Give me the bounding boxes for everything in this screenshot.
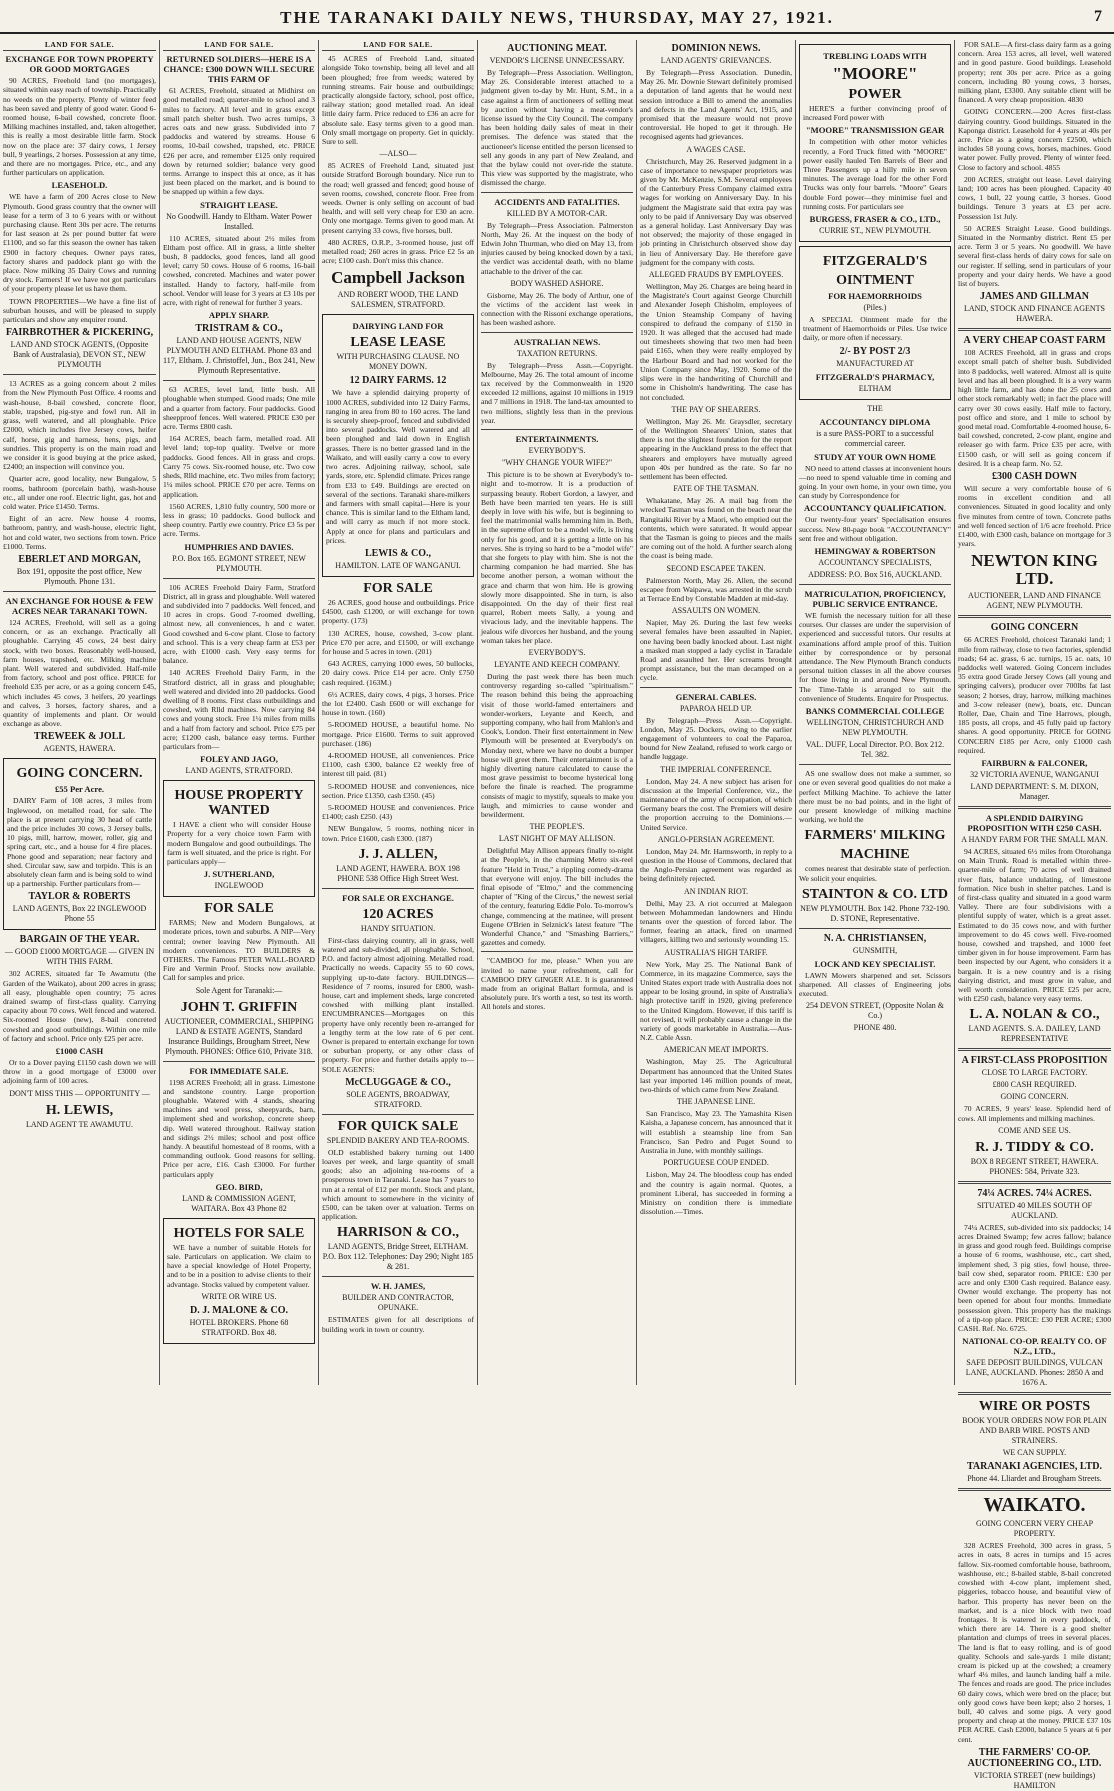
divider <box>322 888 474 889</box>
divider <box>481 429 633 430</box>
ad-subheading: CLOSE TO LARGE FACTORY. <box>981 1068 1088 1078</box>
news-text: By Telegraph—Press Assn.—Copyright. Melbourne, May 26. The total amount of income tax received by the Commonwealth in 1920 exceeded 12 millions, against 10 millions in 1919 and 7 millions in 1918. The land-tax amounted to two millions, slightly less than in the previous year. <box>481 360 633 425</box>
ad-text: 480 ACRES, O.R.P., 3-roomed house, just off metalled road; 260 acres in grass. Price £2 5s an acre; £100 cash. Don't miss this chance. <box>322 237 474 266</box>
divider <box>958 615 1111 618</box>
divider <box>481 192 633 193</box>
news-text: Delightful May Allison appears finally to-night at the People's, in the charming Metro six-reel feature "Held in Trust," a rippling comedy-drama that everyone will enjoy. The bill includes the final episode of "Elmo," and the commencing chapter of "King of the Circus," the newest serial of the century, featuring Eddie Polo. To-morrow's change, commencing at the matinee, will present Eugene O'Brien in Selznick's latest feature "The Wonderful Chance," and "Smashing Barriers," gazettes and comedy. <box>481 846 633 948</box>
news-subheading: FATE OF THE TASMAN. <box>673 484 759 494</box>
news-text: "CAMBOO for me, please." When you are invited to name your refreshment, call for CAMBOO DRY GINGER ALE. It is guaranteed made from an original Ballart formula, and is absolutely pure. It's worth a test, so test its worth. All hotels and stores. <box>481 956 633 1012</box>
agent-name: GEO. BIRD, <box>215 1181 263 1192</box>
ad-heading: TREBLING LOADS WITH <box>823 51 927 61</box>
news-subheading: SECOND ESCAPEE TAKEN. <box>666 563 766 573</box>
divider <box>799 584 951 585</box>
ad-text: 106 ACRES Freehold Dairy Farm, Stratford District, all in grass and ploughable. Well watered and subdivided into 7 paddocks. Well fenced, and 10 acres in crops. Good 7-roomed dwelling, almost new, all conveniences, h and c water. Good cowshed and 6-cow plant. Close to factory and school. This is a very cheap farm at £53 per acre, with £1000 cash. Very easy terms for balance. <box>163 582 315 666</box>
divider <box>322 1114 474 1115</box>
ad-subheading: BOOK YOUR ORDERS NOW FOR PLAIN AND BARB WIRE. POSTS AND STRAINERS. <box>962 1416 1107 1446</box>
agent-address: VAL. DUFF, Local Director. P.O. Box 212. Tel. 382. <box>805 740 945 760</box>
ad-subheading: —ALSO— <box>379 149 417 159</box>
ad-subheading: £800 CASH REQUIRED. <box>992 1080 1077 1090</box>
news-subheading: EVERYBODY'S. <box>528 647 586 657</box>
agent-address: AGENTS, HAWERA. <box>43 744 116 754</box>
agent-name: L. A. NOLAN & CO., <box>969 1007 1100 1023</box>
divider <box>958 1488 1111 1491</box>
ad-text: First-class dairying country, all in grass, well watered and sub-divided, all ploughable. School, P.O. and factory almost adjoining. Metalled road. Practically no weeds. Capacity 55 to 60 cows, supplying up-to-date factory. BUILDINGS—Residence of 7 rooms, insured for £800, wash-house, cart and implement sheds, large concreted cowshed with milking plant installed. ENCUMBRANCES—Mortgages on this property have only recently been re-arranged for a lengthy term at the low rate of 6 per cent. Owner is prepared to entertain exchange for town or suburban property, or any other class of property. For price and further details apply to— SOLE AGENTS: <box>322 935 474 1074</box>
news-subheading: LAST NIGHT OF MAY ALLISON. <box>498 834 616 844</box>
ad-text: We have a splendid dairying property of 1000 ACRES, subdivided into 12 Dairy Farms, ranging in area from 80 to 160 acres. The land is securely sheep-proof, fenced and subdivided into several paddocks. Well watered and all been ploughed and laid down in English grasses. There is no better grassed land in the Waikato, and will easily carry a cow to every two acres. Adjoining railway, school, sale yards, store, etc. Splendid climate. Prices range from £33 to £49. Buildings are erected on several of the sections. Taranaki share-milkers and farmers with small capital—Here is your chance. This is similar land to the Eltham land, and will carry as much if not more stock. Apply at once for plans and particulars and prices. <box>326 388 470 545</box>
ad-box <box>3 758 156 930</box>
news-text: Napier, May 26. During the last few weeks several females have been assaulted in Napier, one having been badly knocked about. Last night a masked man stopped a lady cyclist in Taradale Road and assaulted her. Her screams brought prompt assistance, but the man decamped on a cycle. <box>640 618 792 683</box>
ad-text: 70 ACRES, 9 years' lease. Splendid herd of cows. All implements and milking machines. <box>958 1104 1111 1123</box>
ad-text: 26 ACRES, good house and outbuildings. Price £4500, cash £1200, or will exchange for town property. (173) <box>322 597 474 626</box>
ad-text: 108 ACRES Freehold, all in grass and crops except small patch of shelter bush. Subdivided into 8 paddocks, well watered. Almost all is quite level and has all been ploughed. It is a very warm high little farm, and has done the 25 cows and other stock remarkably well; in fact the place will carry over 30 cows easily. Half mile to factory, post office and store, and 1 mile to school by good metal road. Comfortable 4-roomed house, 6-bail cowshed, concreted, 2-cow plant, engine and releaser go with farm. Price £35 per acre, with £1500 cash, or will sell as going concern if desired. It is a cheap farm. No. 52. <box>958 348 1111 468</box>
agent-name: TAYLOR & ROBERTS <box>28 891 131 903</box>
agent-name: LEWIS & CO., <box>364 547 432 559</box>
ad-text: 85 ACRES of Freehold Land, situated just outside Stratford Borough boundary. Nice run to the road; well grassed and fenced; good house of seven rooms, cowshed, concrete floor. Free from weeds. Owner is only selling on account of bad health, and will sell very cheap for £30 an acre. Only one mortgage. Terms given to good man. At present carrying 33 cows, five horses, bull. <box>322 161 474 235</box>
news-subheading: A WAGES CASE. <box>686 144 746 154</box>
news-text: By Telegraph—Press Association. Wellington, May 26. Considerable interest attached to a judgment given to-day by Mr. Hunt, S.M., in a case against a firm of auctioneers of selling meat by auction without having a meat-vendor's license issued by the City Council. The company has been holding daily sales of meat in their premises. The defence was stated that the auctioneer's license entitled the person licensed to sell any goods in any part of New Zealand, and that the bylaw could not over-ride the statute. This view was supported by the magistrate, who dismissed the charge. <box>481 68 633 188</box>
agent-address: LAND AGENTS, STRATFORD. <box>185 766 293 776</box>
divider <box>481 332 633 333</box>
news-subheading: TAXATION RETURNS. <box>516 348 598 358</box>
news-heading: GENERAL CABLES. <box>675 691 757 702</box>
ad-text: 643 ACRES, carrying 1000 ewes, 50 bullocks, 20 dairy cows. Price £14 per acre. Only £750 cash required. (163M.) <box>322 659 474 687</box>
agent-name: TREWEEK & JOLL <box>33 731 126 743</box>
agent-address: LAND AGENTS, Box 22 INGLEWOOD Phone 55 <box>12 904 147 924</box>
ad-heading: 120 ACRES <box>362 906 434 922</box>
news-text: By Telegraph—Press Association. Palmerston North, May 26. At the inquest on the body of Edwin John Thurman, who died on May 13, from injuries caused by being knocked down by a taxi, the verdict was accidental death, with no blame attachable to the driver of the car. <box>481 220 633 276</box>
news-subheading: KILLED BY A MOTOR-CAR. <box>506 208 608 218</box>
agent-address: SAFE DEPOSIT BUILDINGS, VULCAN LANE, AUCKLAND. Phones: 2850 A and 1676 A. <box>965 1358 1104 1388</box>
agent-address: Box 191, opposite the post office, New Plymouth. Phone 131. <box>16 566 143 586</box>
agent-address: LAND, STOCK AND FINANCE AGENTS HAWERA. <box>964 304 1105 324</box>
ad-heading: ACCOUNTANCY QUALIFICATION. <box>803 503 947 514</box>
divider <box>163 578 315 579</box>
agent-address: P.O. Box 165. EGMONT STREET, NEW PLYMOUTH. <box>172 553 306 573</box>
agent-name: H. LEWIS, <box>45 1102 114 1118</box>
news-subheading: AUSTRALIA'S HIGH TARIFF. <box>664 947 768 957</box>
news-text: Wellington, May 26. Mr. Graysdler, secretary of the Wellington Shearers' Union, states that there is not the slightest foundation for the report appearing in the Auckland press to the effect that shearers and employers have mutually agreed upon 40s per hundred as the rate. So far no settlement has been effected. <box>640 416 792 481</box>
ad-text: FOR SALE—A first-class dairy farm as a going concern. Area 153 acres, all level, well watered and in good pasture. Good buildings. Leasehold property; rent 30s per acre. Price as a going concern, including 80 young cows, 3 horses, milking plant, £3300. Any suitable client will be financed. A very cheap proposition. 4830 <box>958 40 1111 105</box>
ad-heading: DAIRYING LAND FOR <box>352 321 444 332</box>
agent-address: PHONE 480. <box>853 1023 897 1033</box>
ad-text: 50 ACRES Straight Lease. Good buildings. Situated in the Normanby district. Rent £5 per acre. Term 3 or 5 years. No goodwill. We have several first-class herds of dairy cows for sale on our register. If selling, send in particulars of your property and your dairy herds. We have a good list of buyers. <box>958 223 1111 289</box>
agent-address: INGLEWOOD <box>214 881 264 891</box>
ad-text: FARMS; New and Modern Bungalows, at moderate prices, town and suburbs. A NIP—Very central; owner leaving New Plymouth. All modern conveniences. TO BUILDERS & OTHERS. The Famous PETER WALL-BOARD Fire and Vermin Proof. Stocks now available. Call for samples and price. <box>163 918 315 983</box>
ad-price: 2/- BY POST 2/3 <box>839 345 911 357</box>
column-4 <box>478 40 636 1385</box>
news-heading: ENTERTAINMENTS. <box>515 434 599 445</box>
ad-heading: "MOORE" <box>832 64 918 83</box>
column-5 <box>637 40 795 1385</box>
column-heading: LAND FOR SALE. <box>322 40 474 51</box>
ad-box <box>799 246 951 400</box>
ad-text: 45 ACRES of Freehold Land, situated alongside Toko township, being all level and all been ploughed; free from weeds; watered by running streams. Fair house and outbuildings; practically alongside factory, school, post office, railway station; good metalled road. An ideal little dairy farm. Price reduced to £36 an acre for absolute sale. Easy terms given to a good man. Only small mortgage on property. Get in quickly. Sure to sell. <box>322 54 474 147</box>
ad-heading: HOTELS FOR SALE <box>173 1225 305 1241</box>
agent-name: J. SUTHERLAND, <box>203 869 275 880</box>
ad-heading: AN EXCHANGE FOR HOUSE & FEW ACRES NEAR TARANAKI TOWN. <box>5 595 154 616</box>
ad-heading: A VERY CHEAP COAST FARM <box>963 335 1106 347</box>
news-subheading: PORTUGUESE COUP ENDED. <box>663 1158 769 1168</box>
ad-heading: HOUSE PROPERTY WANTED <box>174 788 304 819</box>
ad-text: NEW Bungalow, 5 rooms, nothing nicer in town. Price £1600, cash £300. (187) <box>322 824 474 843</box>
ad-subheading: WITH PURCHASING CLAUSE. NO MONEY DOWN. <box>336 352 460 372</box>
ad-subheading: HANDY SITUATION. <box>360 923 436 933</box>
ad-text: 1198 ACRES Freehold; all in grass. Limestone and sandstone country. Large proportion ploughable. Watered with 4 stands, shearing machines and wool press, sheepyards, barn, implement shed and workshop, concrete sheep dip. Well watered throughout. Railway station and sidings 2½ miles; school and post office handy. A beautiful homestead of 8 rooms, with a commanding outlook. Good reasons for selling. Price per acre, £16. Cash £3000. For further particulars apply <box>163 1077 315 1179</box>
ad-heading: FOR QUICK SALE <box>337 1118 459 1134</box>
ad-subheading: £1000 CASH <box>55 1046 104 1057</box>
news-text: Palmerston North, May 26. Allen, the second escapee from Waipawa, was arrested in the scrub at Terrace End by Constable Madden at mid-day. <box>640 575 792 603</box>
ad-text: LAWN Mowers sharpened and set. Scissors sharpened. All classes of Engineering jobs executed. <box>799 970 951 999</box>
agent-address: SOLE AGENTS, BROADWAY, STRATFORD. <box>346 1089 450 1109</box>
ad-box <box>322 314 474 576</box>
news-text: Washington, May 25. The Agricultural Department has announced that the United States last year imported 146 million pounds of meat, two-thirds of which came from New Zealand. <box>640 1057 792 1095</box>
ad-subheading: FOR HAEMORRHOIDS <box>828 291 922 302</box>
agent-address: NEW PLYMOUTH. Box 142. Phone 732-190. D. STONE, Representative. <box>800 903 950 923</box>
ad-heading: A SPLENDID DAIRYING PROPOSITION WITH £250 CASH. <box>967 812 1102 833</box>
ad-box <box>799 44 951 242</box>
news-subheading: LEYANTE AND KEECH COMPANY. <box>494 659 620 669</box>
ad-heading: FITZGERALD'S <box>822 254 928 270</box>
ad-text: ESTIMATES given for all descriptions of building work in town or country. <box>322 1315 474 1334</box>
divider <box>958 328 1111 331</box>
ad-heading: FOR SALE <box>363 580 433 596</box>
news-subheading: AMERICAN MEAT IMPORTS. <box>663 1045 769 1055</box>
agent-name: Campbell Jackson <box>331 268 465 288</box>
ad-heading: FOR SALE OR EXCHANGE. <box>342 892 454 903</box>
agent-address: VICTORIA STREET (new buildings) HAMILTON <box>973 1770 1096 1790</box>
agent-name: TARANAKI AGENCIES, LTD. <box>966 1461 1103 1473</box>
ad-text: 94 ACRES, situated 6½ miles from Otorohanga on Main Trunk. Road is metalled within three-quarter-mile of farm; 70 acres of well drained river flats, balance undulating, of limestone formation. Nice bush in shelter patches. Land is of first-class quality and situated in a good warm Valley. There are four subdivisions with a plentiful supply of water, which is a great asset. Estimated to do 35 cows now, and with further improvement to do 45 cows well. Five-roomed house, cowshed and trapshed, and 1000 feet timber given in for house improvement. Farm has been inspected by our Agent, who considers it a bargain. It is a new country and is a rising dairying district, and must grow in value, and well worth consideration. PRICE £25 per acre, with £250 cash, balance very easy terms. <box>958 846 1111 1004</box>
agent-name: EBERLET AND MORGAN, <box>18 553 141 565</box>
column-heading: LAND FOR SALE. <box>3 40 156 51</box>
news-subheading: LAND AGENTS' GRIEVANCES. <box>660 56 772 65</box>
divider <box>3 591 156 592</box>
ad-heading: THE <box>867 403 883 413</box>
news-text: Whakatane, May 26. A mail bag from the wrecked Tasman was found on the beach near the Rangitaiki River by a Maori, who emptied out the contents, which were saturated. It would appear that the Tasman is going to pieces and the mails are coming out of the hold. A further search along the coast is being made. <box>640 496 792 561</box>
ad-text: TOWN PROPERTIES—We have a fine list of suburban houses, and will be pleased to supply particulars and show any enquirer round. <box>3 296 156 325</box>
agent-name: W. H. JAMES, <box>370 1281 426 1292</box>
agent-address: BUILDER AND CONTRACTOR, OPUNAKE. <box>342 1293 454 1313</box>
news-subheading: VENDOR'S LICENSE UNNECESSARY. <box>489 56 625 65</box>
ad-text: Our twenty-four years' Specialisation ensures success. New 80-page book "ACCOUNTANCY" sent free and without obligation. <box>799 515 951 543</box>
news-heading: DOMINION NEWS. <box>671 43 761 54</box>
ad-text: 61 ACRES, Freehold, situated at Midhirst on good metalled road; quarter-mile to school and 3 miles to factory. All level and in grass except small patch shelter bush. Two acres turnips, 3 acres oats and new grass. Subdivided into 7 paddocks and watered by streams. House 6 rooms, 10-bail cowshed, trapshed, etc. PRICE £26 per acre, and remember £125 only required down by returned soldier; balance very good terms. Arrange to inspect this at once, as it has just been placed on the market, and is bound to be snapped up within a few days. <box>163 86 315 197</box>
news-text: New York, May 25. The National Bank of Commerce, in its magazine Commerce, says the United States export trade with Australia does not appear to be losing ground, in spite of Australia's high protective tariff in 1920, giving preference to the United Kingdom. However, if this tariff is not revised, it will probably cause a change in the variety of goods marketable in Australia.—Aus-N.Z. Cable Assn. <box>640 959 792 1043</box>
ad-text: Or to a Dover paying £1150 cash down we will throw in a good mortgage of £3000 over adjoining farm of 100 acres. <box>3 1058 156 1086</box>
divider <box>163 380 315 381</box>
ad-text: 140 ACRES Freehold Dairy Farm, in the Stratford district, all in grass and ploughable; well watered and divided into 20 paddocks. Good dwelling of 8 rooms. First class outbuildings and cowshed, with Rlld machines. Now carrying 84 cows and young stock. Free 1¼ miles from mills and a half from factory and school. Price £75 per acre; £1200 cash, balance easy terms. Further particulars from— <box>163 668 315 751</box>
ad-heading: FOR SALE <box>204 901 274 917</box>
agent-address: LAND AGENTS, Bridge Street, ELTHAM. P.O. Box 112. Telephones: Day 290; Night 185 & 281. <box>322 1242 474 1272</box>
ad-heading: STRAIGHT LEASE. <box>200 199 278 210</box>
ad-text: OLD established bakery turning out 1400 loaves per week, and large quantity of small goods; also an adjoining tea-rooms of a prosperous town in Taranaki. Lease has 7 years to run at a rental of £12 per month. Stock and plant, which amount to somewhere in the vicinity of £500, can be taken over at valuation. Terms on application. <box>322 1147 474 1222</box>
ad-heading: ACCOUNTANCY DIPLOMA <box>819 416 931 427</box>
ad-heading: LEASEHOLD. <box>51 180 108 191</box>
ad-text: 200 ACRES, straight out lease. Level dairying land; 100 acres has been ploughed. Capacity 40 cows, 1 bull, 22 young cattle, 3 horses. Good buildings. Tenure 3 years at £3 per acre. Possession 1st July. <box>958 174 1111 221</box>
ad-subheading: APPLY SHARP. <box>208 310 270 321</box>
ad-subheading: COME AND SEE US. <box>998 1125 1071 1135</box>
ad-text: HERE'S a further convincing proof of increased Ford power with <box>803 104 947 123</box>
ad-text: Quarter acre, good locality, new Bungalow, 5 rooms, bathroom (porcelain bath), wash-house etc., all under one roof. Electric light, gas, hot and cold water. Price £1450. Terms. <box>3 474 156 511</box>
ad-text: In competition with other motor vehicles recently, a Ford Truck fitted with "MOORE" power easily hauled Ten Barrels of Beer and Three Passengers up a hilly mile in seven minutes. The average load for the other Ford Trucks was only four barrels. "Moore" Gears double Ford power—they minimise fuel and running costs. For particulars see <box>803 137 947 211</box>
news-text: Wellington, May 26. Charges are being heard in the Magistrate's Court against George Churchill and Alexander Joseph Chisholm, employees of the Union Steamship Company of having conspired to defraud the company of £150 in 1920. It was alleged that the accused had made out timesheets showing that two men had been paid £165, when they were really employed by the Harbour Board and had not worked for the Union Company since May, 1920. Some of the slips were in the handwriting of Churchill and some in Chisholm's handwriting. The case has not concluded. <box>640 282 792 402</box>
divider <box>799 928 951 929</box>
agent-name: JAMES AND GILLMAN <box>980 291 1089 303</box>
ad-subheading: £55 Per Acre. <box>54 784 105 795</box>
ad-heading: OINTMENT <box>836 273 914 289</box>
column-2 <box>160 40 318 1385</box>
ad-subheading: MANUFACTURED AT <box>836 358 914 368</box>
agent-address: WELLINGTON, CHRISTCHURCH AND NEW PLYMOUTH. <box>806 718 944 738</box>
news-text: During the past week there has been much controversy regarding so-called "spiritualism." The reason behind this being the approaching visit of those world-famed entertainers and wonder-workers, Leyante and Keech, and supporting company, who hail from Mahlon's and Cook's, London. Their first entertainment in New Plymouth will be presented at Everybody's on Monday next, where we have no doubt a bumper house will greet them. Their entertainment is of a highly diverting nature calculated to cause the most grave pessimist to become hysterical long before the finale is reached. The programme consists of magic to mystify, squeals to make you laugh, and mimicries to cause wonder and bewilderment. <box>481 671 633 819</box>
ad-text: 90 ACRES, Freehold land (no mortgages), situated within easy reach of township. Practically no weeds on the property. Plenty of winter feed has been saved and plenty of good water. Good 6-roomed house, 6-bail cowshed, concrete floor. Milking machines installed, and, taken altogether, this is really a most desirable little farm. Stock now on the place are: 37 dairy cows, 1 Jersey bull, 9 yearlings, 2 horses. Possession at any time, and there are no mortgages. Price, etc., and any further particulars on application. <box>3 76 156 178</box>
ad-heading: MACHINE <box>840 847 910 863</box>
ad-heading: WAIKATO. <box>983 1494 1086 1517</box>
divider <box>958 806 1111 809</box>
agent-address: LAND AGENT, HAWERA. BOX 198 PHONE 538 Office High Street West. <box>336 863 460 883</box>
ad-subheading: A HANDY FARM FOR THE SMALL MAN. <box>961 834 1108 844</box>
agent-name: HARRISON & CO., <box>336 1225 460 1241</box>
divider <box>3 374 156 375</box>
agent-name: THE FARMERS' CO-OP. AUCTIONEERING CO., LTD. <box>967 1746 1102 1769</box>
news-subheading: "WHY CHANGE YOUR WIFE?" <box>502 458 612 468</box>
divider <box>640 687 792 688</box>
agent-address: LAND AND HOUSE AGENTS, NEW PLYMOUTH AND ELTHAM. Phone 83 and 117, Eltham. J. Christoffel, Jun., Box 241, New Plymouth Representative. <box>163 336 315 376</box>
news-text: London, May 24. Mr. Harmsworth, in reply to a question in the House of Commons, declared that the Anglo-Persian agreement was regarded as being definitely rejected. <box>640 846 792 884</box>
agent-name: J. J. ALLEN, <box>358 846 438 862</box>
agent-address: CURRIE ST., NEW PLYMOUTH. <box>819 226 931 236</box>
ad-heading: EXCHANGE FOR TOWN PROPERTY OR GOOD MORTGAGES <box>5 54 154 75</box>
news-text: San Francisco, May 23. The Yamashita Kisen Kaisha, a Japanese concern, has announced that it will establish a steamship line from San Francisco, San Pedro and Puget Sound to Australia in June, with monthly sailings. <box>640 1109 792 1156</box>
ad-subheading: (Piles.) <box>863 303 887 313</box>
agent-name: FAIRBURN & FALCONER, <box>981 757 1088 768</box>
news-heading: AUSTRALIAN NEWS. <box>513 336 601 347</box>
agent-name: McCLUGGAGE & CO., <box>345 1076 451 1088</box>
agent-name: BURGESS, FRASER & CO., LTD., <box>809 214 941 225</box>
divider <box>958 1392 1111 1395</box>
news-subheading: EVERYBODY'S. <box>528 446 586 456</box>
ad-text: WE have a number of suitable Hotels for sale. Particulars on application. We claim to have a special knowledge of Hotel Property, and to be in a position to advise clients to their advantage. Stocks valued by competent valuer. <box>167 1242 311 1289</box>
ad-text: Will secure a very comfortable house of 6 rooms in excellent condition and all conveniences. Situated in good locality and only five minutes from centre of town. Concrete paths and well fenced section of 1/6 acre freehold. Price £1400, with £300 cash, balance on mortgage for 3 years. <box>958 483 1111 549</box>
ad-subheading: GUNSMITH, <box>852 945 898 955</box>
ad-subheading: SITUATED 40 MILES SOUTH OF AUCKLAND. <box>976 1200 1093 1220</box>
ad-heading: STUDY AT YOUR OWN HOME <box>814 451 936 462</box>
ad-heading: WIRE OR POSTS <box>978 1399 1091 1415</box>
agent-address: LAND DEPARTMENT: S. M. DIXON, Manager. <box>970 781 1099 801</box>
ad-subheading: WRITE OR WIRE US. <box>201 1291 277 1301</box>
ad-box <box>163 780 315 897</box>
news-subheading: THE IMPERIAL CONFERENCE. <box>660 764 772 774</box>
ad-text: 302 ACRES, situated far Te Awamutu (the Garden of the Waikato), about 200 acres in grass; all easy, ploughable open country; 75 acres drained swamp of first-class quality. Carrying capacity about 70 cows. Well fenced and watered. Six-roomed House (new), 8-bail concreted cowshed and good outbuildings. Within one mile of factory and school. Price only £25 per acre. <box>3 969 156 1043</box>
ad-text: WE furnish the necessary tuition for all these courses. Our classes are under the supervision of experienced and successful tutors. Our results at examinations afford ample proof of this. Tuition either by correspondence or by personal attendance. The New Plymouth Branch conducts personal tuition classes in all the above courses for those living in and around New Plymouth. The Time-Table is arranged to suit the convenience of Students. Enquire for Prospectus. <box>799 611 951 703</box>
news-text: By Telegraph—Press Assn.—Copyright. London, May 25. Dockers, owing to the earlier engagement of volunteers to coal the Paparoa, bound for New Zealand, refused to work cargo or handle luggage. <box>640 715 792 762</box>
agent-address: HAMILTON. LATE OF WANGANUI. <box>335 560 461 570</box>
divider <box>481 951 633 952</box>
ad-text: 63 ACRES, level land, little bush. All ploughable when stumped. Good roads; One mile and a quarter from factory. Four paddocks. Good sheepproof fences. Well watered. PRICE £30 per acre. Terms £800 cash. <box>163 385 315 432</box>
agent-address: Phone 44. Lliardet and Brougham Streets. <box>967 1474 1102 1484</box>
ad-heading: A FIRST-CLASS PROPOSITION <box>961 1055 1108 1067</box>
ad-text: 5-ROOMED HOUSE, a beautiful home. No mortgage. Price £1600. Terms to suit approved purchaser. (186) <box>322 720 474 748</box>
agent-address: HOTEL BROKERS. Phone 68 STRATFORD. Box 48. <box>189 1317 289 1337</box>
divider <box>163 1061 315 1062</box>
ad-subheading: No Goodwill. Handy to Eltham. Water Power Installed. <box>166 211 312 231</box>
news-text: Lisbon, May 24. The bloodless coup has ended and the country is again normal. Quotes, a prominent Liberal, has succeeded in forming a Ministry on condition there is immediate dissolution.—Times. <box>640 1170 792 1217</box>
news-subheading: AN INDIAN RIOT. <box>683 886 749 896</box>
column-3 <box>319 40 477 1385</box>
ad-text: WE have a farm of 200 Acres close to New Plymouth. Good grass country that the owner will lease for a term of 3 to 6 years with or without purchasing clause. Rent 30s per acre. The returns for last season at 2s per pound butter fat were £1100, and so far this season the owner has taken £900 in factory cheques. Owner pays rates, factory shares and paddock plant go with the place. Now milking 35 Dairy Cows and running dry stock. Farmers! If we have not got particulars of your property please let us have them. <box>3 192 156 294</box>
agent-name: FITZGERALD'S PHARMACY, <box>815 371 935 382</box>
divider <box>958 1181 1111 1184</box>
ad-text: I HAVE a client who will consider House Property for a very choice town Farm with modern Bungalow and good outbuildings. The farm is well situated, and the price is right. For particulars apply— <box>167 820 311 866</box>
agent-name: ACCOUNTANCY SPECIALISTS, <box>818 558 932 568</box>
news-subheading: THE JAPANESE LINE. <box>676 1097 756 1107</box>
column-1 <box>0 40 159 1385</box>
ad-heading: GOING CONCERN. <box>16 766 143 782</box>
agent-address: AND ROBERT WOOD, THE LAND SALESMEN, STRATFORD. <box>337 290 459 310</box>
ad-text: comes nearest that desirable state of perfection. We solicit your enquiries. <box>799 864 951 883</box>
agent-name: HUMPHRIES AND DAVIES. <box>184 541 294 552</box>
divider <box>799 764 951 765</box>
ad-text: 4-ROOMED HOUSE, all conveniences. Price £1100, cash £300, balance £2 weekly free of interest till paid. (81) <box>322 750 474 779</box>
ad-text: AS one swallow does not make a summer, so one or even several good qualities do not make a perfect Milking Machine. To achieve the latter there must be no bad points, and in the light of our present knowledge of milking machine working, we hold the <box>799 769 951 825</box>
ad-subheading: — GOOD £1000 MORTGAGE — GIVEN IN WITH THIS FARM. <box>4 947 155 967</box>
agent-name: TRISTRAM & CO., <box>195 323 283 335</box>
news-subheading: ALLEGED FRAUDS BY EMPLOYEES. <box>648 270 784 280</box>
ad-heading: LEASE LEASE <box>350 335 446 351</box>
ad-text: 5-ROOMED HOUSE and conveniences. Price £1400; cash £250. (43) <box>322 802 474 822</box>
masthead <box>0 0 1114 34</box>
ad-text: 6½ ACRES, dairy cows, 4 pigs, 3 horses. Price the lot £2400. Cash £600 or will exchange for house in town. (160) <box>322 689 474 718</box>
ad-subheading: SPLENDID BAKERY AND TEA-ROOMS. <box>326 1135 470 1145</box>
news-text: Christchurch, May 26. Reserved judgment in a case of importance to newspaper proprietors was given by Mr. McKenzie, S.M. Several employees of the Canterbury Press Company claimed extra wages for working on Anniversary Day. In his judgment the Magistrate said that extra pay was only to be paid if Anniversary Day was observed as a general holiday. Last Anniversary Day was not observed; the majority of those engaged in job printing in Christchurch observed show day in lieu of Anniversary Day. He therefore gave judgment for the company with costs. <box>640 156 792 267</box>
news-subheading: BODY WASHED ASHORE. <box>510 278 604 288</box>
ad-text: DAIRY Farm of 108 acres, 3 miles from Inglewood, on metalled road, for sale. The place is at present carrying 30 head of cattle and the price includes 30 cows, 3 Jersey bulls, 10 pigs, mill, harrow, mower, roller, gig and spring cart, etc., and a house for 4 fire places. Phone good and separation; near factory and shed. Circular saw, saw and torpido. This is an absolutely clean farm and is being sold to wind up a partnership. Further particulars from— <box>7 796 152 889</box>
ad-text: 5-ROOMED HOUSE and conveniences, nice section. Price £1350, cash £350. (45) <box>322 781 474 800</box>
ad-subheading: GOING CONCERN. <box>1000 1092 1069 1102</box>
news-text: This picture is to be shown at Everybody's to-night and to-morrow. It is a production of surpassing beauty. Robert Gordon, a lawyer, and Beth have been married ten years. He is still deeply in love with his wife, but is beginning to feel the matrimonial walls hemming him in. Beth, in the supreme effort to be a model wife, is living only for his good, and it is getting a little on his nerves. She is trying so hard to be a "model wife" that she forgets to play with him. She is not the charming companion he had married. She has become another person, a woman without the grace and charm that won him. He is growing slowly more disappointed. She in turn, is also disappointed. On the day of their first real quarrel, Robert meets Sally, a young and vivacious lady, and the inevitable happens. The jealous wife divorces her husband, and the young woman takes her place. <box>481 470 633 645</box>
ad-heading: BARGAIN OF THE YEAR. <box>19 934 140 946</box>
agent-name: FAIRBROTHER & PICKERING, <box>5 327 154 339</box>
news-text: By Telegraph—Press Association. Dunedin, May 26. Mr. Downie Stewart definitely promised a deputation of land agents that he would next session introduce a Bill to amend the anomalies and defects in the Land Agents' Act, 1915, and promised that the measure would not prove controversial. He hoped to get it through. He recognised agents had grievances. <box>640 68 792 142</box>
ad-text: 66 ACRES Freehold, choicest Taranaki land; 1 mile from railway, close to two factories, splendid roads; 64 ac. grass, 6 ac. turnips, 15 ac. oats, 10 paddocks well watered. Going Concern includes 35 extra good Grade Jersey Cows (all young and springing calvers), producer over 700lbs fat last season; 2 horses, dray, harrow, milking machines and 3-cow releaser (new), boats, etc. Duncan Roller, Dae, Chain and Tine Harrows, plough, 185 posts, all crops, and 45 fully paid up factory shares. A good opportunity. PRICE for GOING CONCERN £185 per Acre, only £1000 cash required. <box>958 635 1111 755</box>
ad-subheading: WE CAN SUPPLY. <box>1002 1448 1067 1458</box>
agent-address: LAND AGENT TE AWAMUTU. <box>25 1119 134 1129</box>
ad-heading: £300 CASH DOWN <box>991 470 1077 482</box>
ad-text: 130 ACRES, house, cowshed, 3-cow plant. Price £70 per acre, and £1500, or will exchange for house and 5 acres in town. (201) <box>322 628 474 656</box>
ad-heading: FOR IMMEDIATE SALE. <box>189 1065 289 1076</box>
ad-heading: LOCK AND KEY SPECIALIST. <box>814 958 936 969</box>
ad-heading: GOING CONCERN <box>990 622 1079 634</box>
column-7 <box>955 40 1114 1790</box>
agent-name: HEMINGWAY & ROBERTSON <box>814 546 936 557</box>
agent-name: NEWTON KING LTD. <box>971 551 1098 589</box>
news-heading: ACCIDENTS AND FATALITIES. <box>494 196 620 207</box>
agent-address: LAND AND STOCK AGENTS, (Opposite Bank of Australasia), DEVON ST., NEW PLYMOUTH <box>10 340 149 370</box>
ad-text: 124 ACRES, Freehold, will sell as a going concern, or as an exchange. Practically all ploughable. Carrying 45 cows, 24 best dairy stock, with two boxes. Reasonably well-housed, farm houses, trapshed, etc. Milking machine plant. Well watered and subdivided. Half-mile from factory, school and post office. PRICE for freehold £35 per acre, or as a going concern £45, which includes 45 cows, 3 heifers, 20 yearlings and calves, 3 horses, factory shares, and a quantity of implements and plant. Or would exchange as above. <box>3 617 156 729</box>
ad-subheading: "MOORE" TRANSMISSION GEAR <box>805 125 945 136</box>
agent-address: AUCTIONEER, LAND AND FINANCE AGENT, NEW PLYMOUTH. <box>968 591 1101 611</box>
ad-heading: MATRICULATION, PROFICIENCY, PUBLIC SERVICE ENTRANCE. <box>804 589 946 610</box>
agent-address: AUCTIONEER, COMMERCIAL, SHIPPING LAND & ESTATE AGENTS, Standard Insurance Buildings, Brougham Street, New Plymouth. PHONES: Office 610, Private 318. <box>164 1016 314 1056</box>
column-heading: LAND FOR SALE. <box>163 40 315 51</box>
news-subheading: PAPAROA HELD UP. <box>679 703 753 713</box>
agent-address: 254 DEVON STREET, (Opposite Nolan & Co.) <box>805 1001 945 1021</box>
divider <box>322 1276 474 1277</box>
news-subheading: ASSAULTS ON WOMEN. <box>671 606 761 616</box>
ad-text: 328 ACRES Freehold, 300 acres in grass, 5 acres in oats, 8 acres in turnips and 15 acres fallow. Six-roomed comfortable house, bathroom, washhouse, etc.; 8-bailed stable, 8-bail concreted cowshed with 4-cow plant, implement shed, piggeries, tobacco house, and beautiful view of harbor. This property has never been on the market, and is a nice block with two road frontages. It is watered in every paddock, of which there are 14. There is a good shelter plantation and clumps of trees in several places. The land is flat to easy rolling, and is of good quality. Schools and sale-yards 1 mile distant; cream is picked up at the cowshed; a creamery wharf 4¼ miles, and launch landing half a mile. The fences and roads are good. The price includes 60 dairy cows, which were bred on the place; but only good cows have been kept; also 2 horses, 1 bull, 40 calves and some pigs. A very good property and cheap at the money. PRICE £37 10s PER ACRE. Cash £2000, balance 5 years at 6 per cent. <box>958 1541 1111 1744</box>
agent-name: NATIONAL CO-OP. REALTY CO. OF N.Z., LTD., <box>962 1336 1107 1357</box>
news-text: London, May 24. A new subject has arisen for discussion at the Imperial Conference, viz., the maintenance of the army of occupation, of which Germany bears the cost. The Premiers will desire the proportion accruing to the Dominions.—United Service. <box>640 776 792 832</box>
news-subheading: ANGLO-PERSIAN AGREEMENT. <box>657 834 775 844</box>
ad-text: 1560 ACRES, 1,810 fully country, 500 more or less in grass; 10 paddocks. Good bullock and sheep country. Partly ewe country. Price £3 5s per acre. Terms. <box>163 501 315 539</box>
agent-name: R. J. TIDDY & CO. <box>975 1139 1094 1155</box>
agent-address: BOX 8 REGENT STREET, HAWERA. PHONES: 584, Private 323. <box>970 1156 1099 1176</box>
news-text: Gisborne, May 26. The body of Arthur, one of the victims of the accident last week in connection with the Rissoni exchange operations, has been washed ashore. <box>481 290 633 328</box>
ad-heading: POWER <box>848 87 902 102</box>
agent-address: LAND & COMMISSION AGENT, WAITARA. Box 43 Phone 82 <box>182 1193 296 1213</box>
ad-text: 110 ACRES, situated about 2½ miles from Eltham post office. All in grass, a little shelter bush, 8 paddocks, good fences, land all good level; carry 50 cows. House of 6 rooms, 16-bail cowshed, concreted. Machines and water power installed. Handy to factory, half-mile from school. Vendor will lease for 3 years at £3 10s per acre, with right of renewal for further 3 years. <box>163 233 315 308</box>
ad-subheading: is a sure PASS-PORT to a successful commercial career. <box>816 428 934 448</box>
ad-heading: 74¼ ACRES. 74¼ ACRES. <box>977 1187 1092 1199</box>
ad-box <box>163 1218 315 1344</box>
ad-subheading: GOING CONCERN VERY CHEAP PROPERTY. <box>975 1519 1094 1539</box>
agent-name: BANKS COMMERCIAL COLLEGE <box>805 706 945 717</box>
ad-text: 13 ACRES as a going concern about 2 miles from the New Plymouth Post Office. 4 rooms and wash-house, 8-bail cowshed, concrete floor, stable, trapshed, pig-stye and fowl run. All in grass, well watered, and all ploughable. Price £2000, which includes five Jersey cows, heifer calf, horse, gig and harness, hens, pigs, and sundries. This property is on the main road and we consider it is good buying at the price asked, £2400; an inspection will convince you. <box>3 379 156 472</box>
ad-subheading: Sole Agent for Taranaki:— <box>195 985 283 995</box>
ad-text: A SPECIAL Ointment made for the treatment of Haemorrhoids or Piles. Use twice daily, or more often if necessary. <box>803 315 947 343</box>
ad-text: 74¼ ACRES, sub-divided into six paddocks; 14 acres Drained Swamp; few acres fallow; balance in grass and good rough feed. Buildings comprise a house of 6 rooms, washhouse, etc., cart shed, implement shed, 3 pig sties, fowl house, three-bail cow shed, separator room. PRICE: £30 per acre and only £300 Cash required. Balance easy. Owner would exchange. The property has not been opened for about four months. Immediate possession given. This property has the makings of a tip-top place. PRICE: £30 PER ACRE; £300 CASH. Ref. No. 6725. <box>958 1222 1111 1334</box>
news-subheading: THE PEOPLE'S. <box>529 822 585 832</box>
ad-text: GOING CONCERN.—200 Acres first-class dairying country. Good buildings. Situated in the Kaponga district. Leasehold for 4 years at 40s per acre. Price as a going concern £2500, which includes 58 young cows, horses, machines. Good water power. Fully proved. Plenty of winter feed. Close to factory and school. 4855 <box>958 107 1111 172</box>
ad-heading: RETURNED SOLDIERS—HERE IS A CHANCE: £300 DOWN WILL SECURE THIS FARM OF <box>163 54 315 85</box>
news-subheading: THE PAY OF SHEARERS. <box>671 404 761 414</box>
agent-name: FOLEY AND JAGO, <box>200 754 278 765</box>
ad-heading: FARMERS' MILKING <box>804 828 946 844</box>
agent-name: N. A. CHRISTIANSEN, <box>823 932 927 944</box>
ad-text: 164 ACRES, beach farm, metalled road. All level land; top-top quality. Twelve or more paddocks. Good fences. All in grass and crops. Carry 75 cows. Six-roomed house, etc. Two cow sheds, Rlld machine, etc. Two miles from factory; 1¼ miles school. PRICE £70 per acre. Terms on application. <box>163 434 315 499</box>
agent-address: ADDRESS: P.O. Box 516, AUCKLAND. <box>808 570 942 580</box>
ad-text: Eight of an acre. New house 4 rooms, bathroom, pantry, and wash-house, electric light, hot and cold water, two sections from town. Price £1000. Terms. <box>3 514 156 551</box>
masthead-title: THE TARANAKI DAILY NEWS, THURSDAY, MAY 27, 1921. <box>280 8 834 27</box>
divider <box>958 1048 1111 1051</box>
column-6 <box>796 40 954 1385</box>
agent-name: STAINTON & CO. LTD <box>801 886 948 902</box>
news-heading: AUCTIONING MEAT. <box>507 43 607 54</box>
agent-name: D. J. MALONE & CO. <box>189 1304 289 1316</box>
agent-address: 32 VICTORIA AVENUE, WANGANUI <box>970 769 1099 779</box>
ad-subheading: 12 DAIRY FARMS. 12 <box>349 375 447 387</box>
page-number: 7 <box>1094 8 1102 25</box>
agent-name: JOHN T. GRIFFIN <box>180 999 298 1015</box>
ad-text: NO need to attend classes at inconvenient hours—no need to spend valuable time in coming and going. In your own home, in your own time, you can study by Correspondence for <box>799 463 951 501</box>
agent-address: LAND AGENTS. S. A. DAILEY, LAND REPRESENTATIVE <box>968 1024 1101 1044</box>
ad-subheading: DON'T MISS THIS — OPPORTUNITY — <box>9 1088 150 1098</box>
agent-address: ELTHAM <box>858 383 892 393</box>
news-text: Delhi, May 23. A riot occurred at Malegaon between Mohammedan landowners and Hindu tenants over the question of forced labor. The former, fearing an attack, fired on unarmed villagers, killing two and seriously wounding 15. <box>640 898 792 945</box>
